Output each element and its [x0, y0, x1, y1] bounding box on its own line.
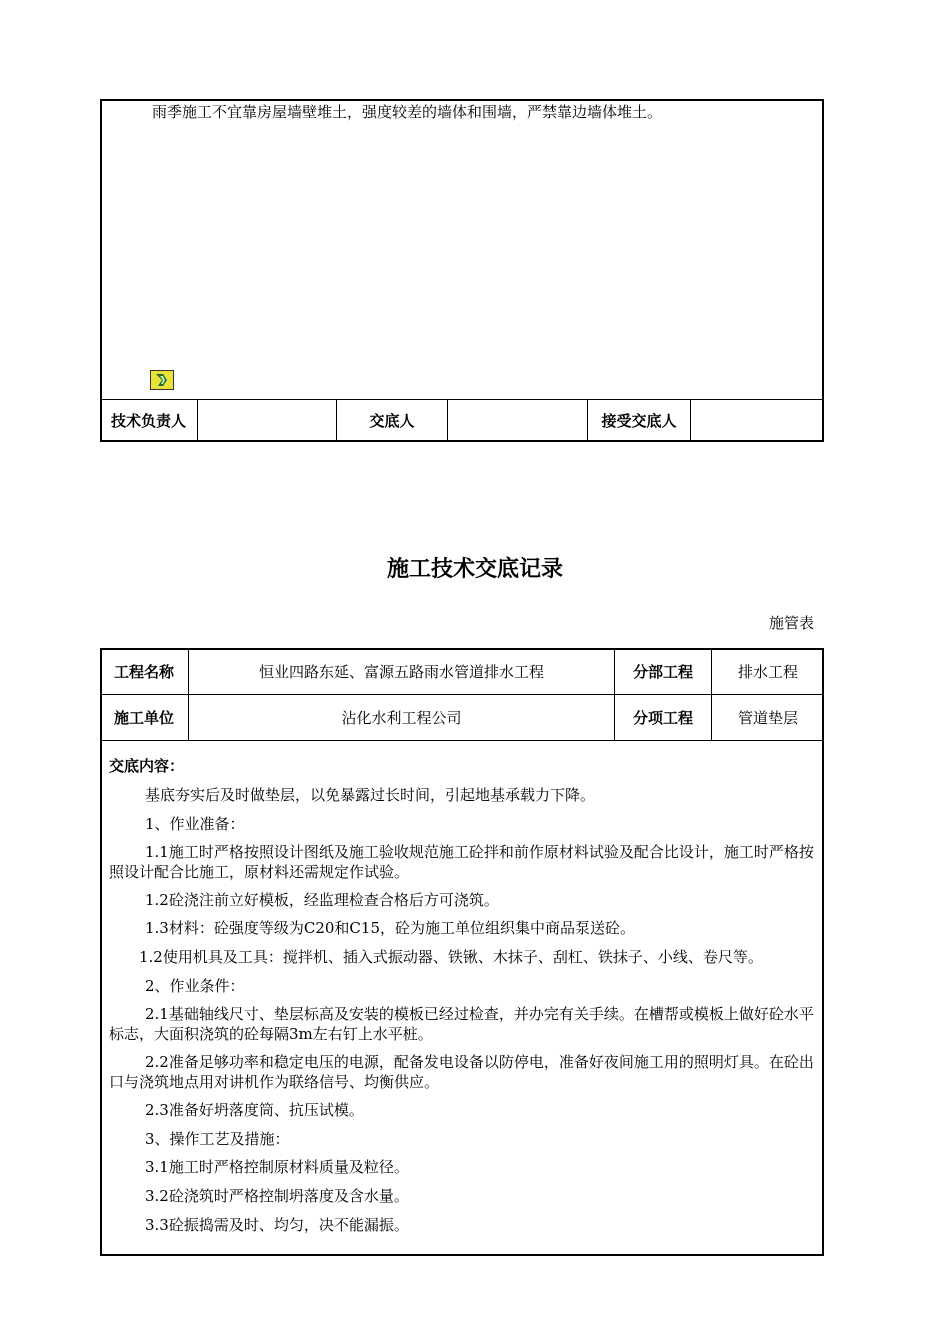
- top-note: 雨季施工不宜靠房屋墙壁堆土，强度较差的墙体和围墙，严禁靠边墙体堆土。: [152, 103, 663, 121]
- unit-value: 沾化水利工程公司: [341, 708, 462, 727]
- discloser-label: 交底人: [369, 411, 415, 430]
- content-line: 1.2砼浇注前立好模板，经监理检查合格后方可浇筑。: [145, 891, 499, 909]
- unit-label: 施工单位: [113, 708, 174, 727]
- content-line: 2、作业条件：: [145, 977, 245, 995]
- tech-lead-field[interactable]: [198, 399, 336, 441]
- content-line: 1.2使用机具及工具：搅拌机、插入式振动器、铁锹、木抹子、刮杠、铁抹子、小线、卷尺等。: [139, 948, 763, 966]
- project-name-label: 工程名称: [113, 662, 174, 681]
- content-line: 3、操作工艺及措施：: [145, 1130, 290, 1148]
- division-value: 排水工程: [737, 662, 798, 681]
- receiver-label: 接受交底人: [601, 411, 677, 430]
- content-line: 2.1基础轴线尺寸、垫层标高及安装的模板已经过检查，并办完有关手续。在槽帮或模板上做好砼水平标志，大面积浇筑的砼每隔3m左右钉上水平桩。: [109, 1005, 814, 1043]
- form-code: 施管表: [769, 614, 815, 632]
- content-line: 2.2准备足够功率和稳定电压的电源，配备发电设备以防停电，准备好夜间施工用的照明灯具。在砼出口与浇筑地点用对讲机作为联络信号、均衡供应。: [109, 1053, 814, 1091]
- content-line: 2.3准备好坍落度筒、抗压试模。: [145, 1101, 364, 1119]
- item-label: 分项工程: [632, 708, 693, 727]
- division-label: 分部工程: [632, 662, 693, 681]
- content-line: 1.3材料：砼强度等级为C20和C15，砼为施工单位组织集中商品泵送砼。: [145, 919, 635, 937]
- discloser-field[interactable]: [448, 399, 587, 441]
- content-line: 3.1施工时严格控制原材料质量及粒径。: [145, 1158, 409, 1176]
- item-value: 管道垫层: [737, 708, 798, 727]
- top-table: [100, 99, 824, 442]
- content-line: 基底夯实后及时做垫层，以免暴露过长时间，引起地基承载力下降。: [145, 786, 596, 804]
- content-line: 1、作业准备：: [145, 815, 245, 833]
- attachment-icon[interactable]: [150, 370, 174, 390]
- page-title: 施工技术交底记录: [386, 557, 563, 582]
- receiver-field[interactable]: [691, 399, 824, 441]
- content-line: 1.1施工时严格按照设计图纸及施工验收规范施工砼拌和前作原材料试验及配合比设计，施工时严格按照设计配合比施工，原材料还需规定作试验。: [109, 843, 814, 881]
- tech-lead-label: 技术负责人: [110, 411, 186, 430]
- content-line: 3.2砼浇筑时严格控制坍落度及含水量。: [145, 1187, 409, 1205]
- content-heading: 交底内容：: [109, 757, 185, 775]
- project-name-value: 恒业四路东延、富源五路雨水管道排水工程: [258, 662, 544, 681]
- content-line: 3.3砼振捣需及时、均匀，决不能漏振。: [145, 1216, 409, 1234]
